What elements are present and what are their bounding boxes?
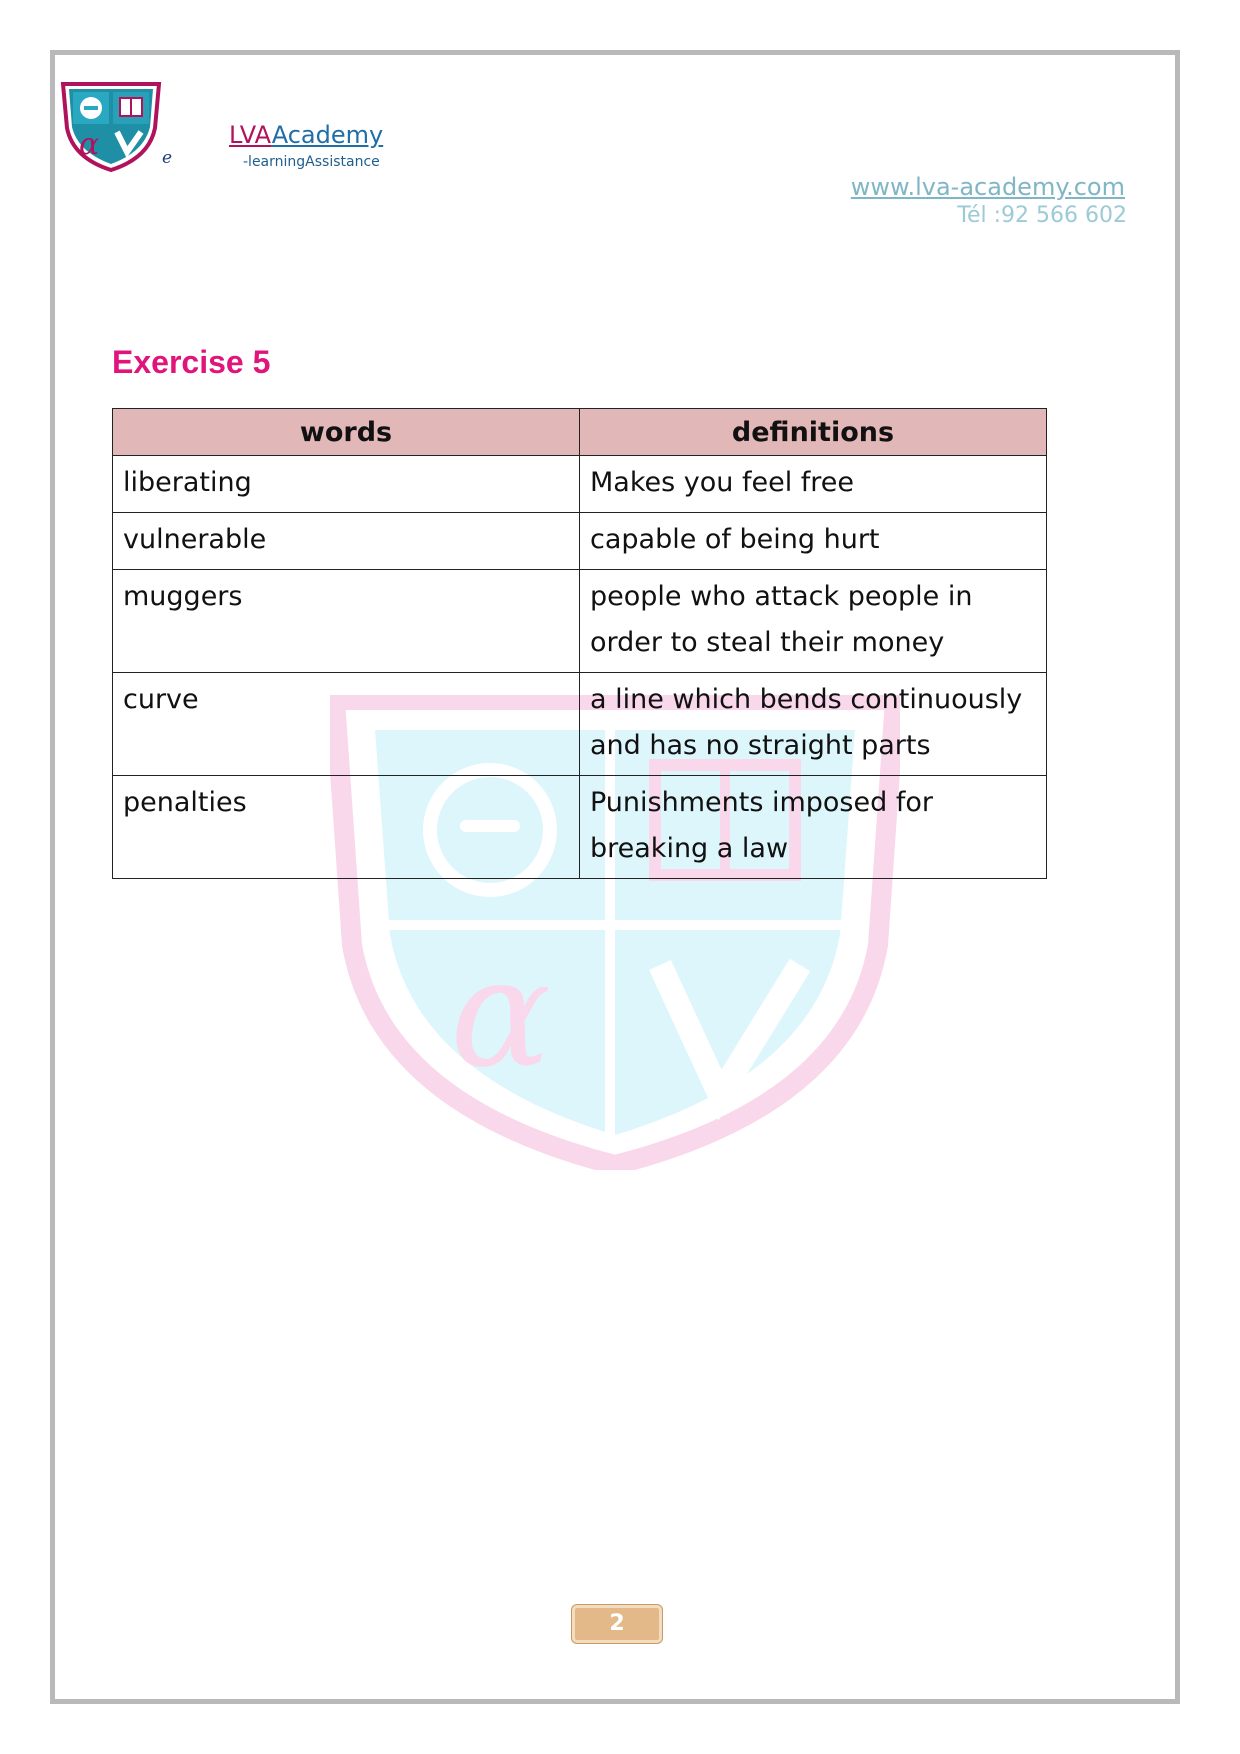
word-cell: vulnerable: [113, 513, 580, 570]
word-cell: muggers: [113, 570, 580, 673]
table-row: [113, 776, 1047, 879]
definition-cell: capable of being hurt: [580, 513, 1047, 570]
table-row: [113, 673, 1047, 776]
website-link[interactable]: www.lva-academy.com: [850, 173, 1125, 201]
logo-e-letter: e: [162, 148, 173, 168]
column-header-definitions: definitions: [580, 409, 1047, 456]
table-row: [113, 513, 1047, 570]
definition-cell: Makes you feel free: [580, 456, 1047, 513]
exercise-title: Exercise 5: [112, 344, 271, 380]
phone-number: Tél :92 566 602: [957, 203, 1127, 228]
brand-academy: Academy: [271, 121, 384, 149]
table-row: [113, 570, 1047, 673]
table-row: [113, 456, 1047, 513]
page-number-badge: 2: [572, 1605, 662, 1643]
vocabulary-table: [112, 408, 1047, 879]
column-header-words: words: [113, 409, 580, 456]
word-cell: liberating: [113, 456, 580, 513]
word-cell: penalties: [113, 776, 580, 879]
svg-text:α: α: [79, 127, 100, 162]
table-header-row: [113, 409, 1047, 456]
definition-cell: people who attack people in order to steal their money: [580, 570, 1047, 673]
brand-lva: LVA: [229, 121, 272, 149]
definition-cell: a line which bends continuously and has no straight parts: [580, 673, 1047, 776]
definition-cell: Punishments imposed for breaking a law: [580, 776, 1047, 879]
brand-name[interactable]: [229, 120, 383, 150]
brand-subtitle: -learningAssistance: [243, 154, 380, 170]
svg-text:α: α: [450, 927, 552, 1101]
academy-logo-icon: [57, 80, 165, 172]
word-cell: curve: [113, 673, 580, 776]
